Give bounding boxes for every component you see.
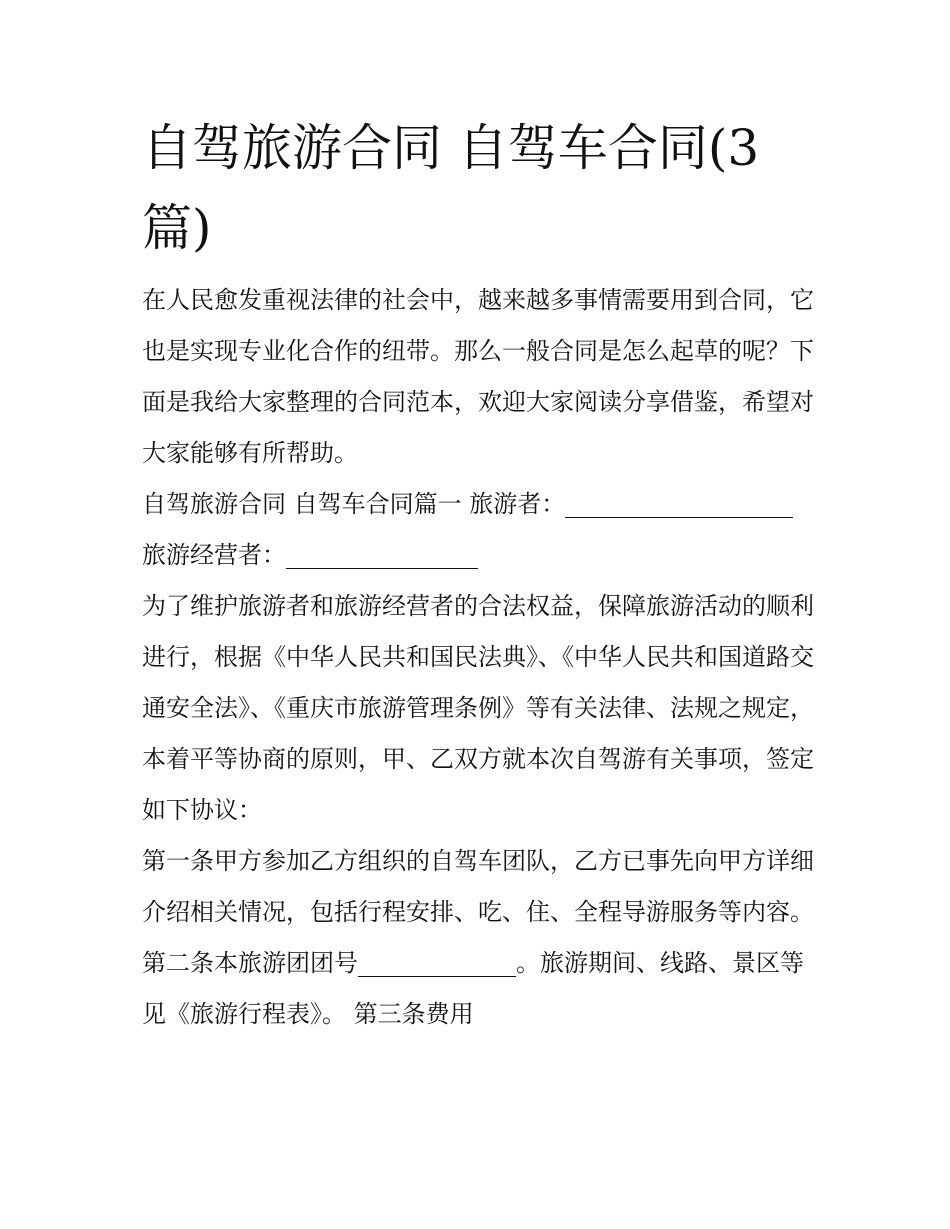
operator-line bbox=[142, 530, 814, 581]
tourist-line bbox=[142, 479, 814, 530]
article-2 bbox=[142, 938, 814, 1040]
purpose-paragraph: 为了维护旅游者和旅游经营者的合法权益，保障旅游活动的顺利进行，根据《中华人民共和国民法典》、《中华人民共和国道路交通安全法》、《重庆市旅游管理条例》等有关法律、法规之规定，本着平等协商的原则，甲、乙双方就本次自驾游有关事项，签定如下协议： bbox=[142, 592, 814, 824]
operator-blank bbox=[286, 540, 478, 569]
operator-label: 旅游经营者： bbox=[142, 541, 286, 569]
tourist-label: 自驾旅游合同 自驾车合同篇一 旅游者： bbox=[142, 490, 566, 518]
tourist-blank bbox=[565, 489, 793, 518]
article-2-prefix: 第二条本旅游团团号 bbox=[142, 949, 358, 977]
document-body bbox=[142, 275, 814, 1040]
tour-group-number-blank bbox=[358, 948, 516, 977]
intro-paragraph: 在人民愈发重视法律的社会中，越来越多事情需要用到合同，它也是实现专业化合作的纽带。那么一般合同是怎么起草的呢？下面是我给大家整理的合同范本，欢迎大家阅读分享借鉴，希望对大家能够有所帮助。 bbox=[142, 286, 814, 467]
article-2-suffix: 。旅游期间、线路、景区等见《旅游行程表》。 第三条费用 bbox=[142, 949, 804, 1028]
document-title: 自驾旅游合同 自驾车合同(3篇) bbox=[142, 119, 760, 257]
article-1: 第一条甲方参加乙方组织的自驾车团队，乙方已事先向甲方详细介绍相关情况，包括行程安排、吃、住、全程导游服务等内容。 bbox=[142, 847, 814, 926]
